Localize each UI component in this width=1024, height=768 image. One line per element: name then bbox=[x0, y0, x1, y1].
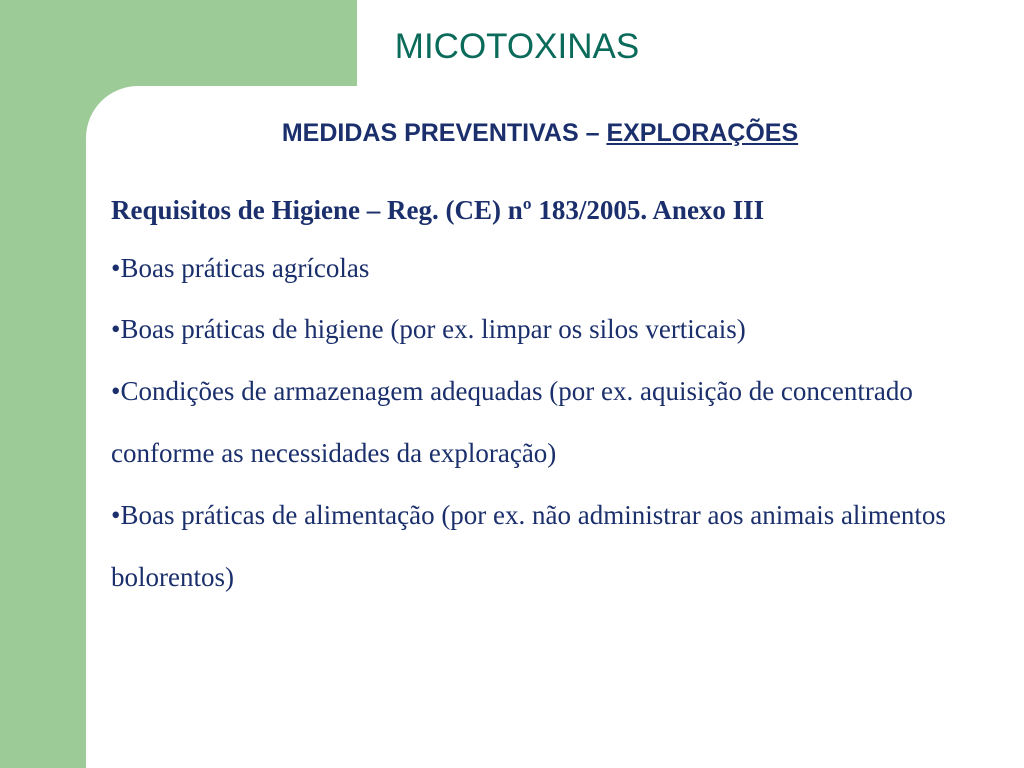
bullet-item-4: •Boas práticas de alimentação (por ex. não administrar aos animais alimentos bolorentos) bbox=[111, 500, 946, 592]
bullet-item-3: •Condições de armazenagem adequadas (por ex. aquisição de concentrado conforme as necessidades da exploração) bbox=[111, 376, 913, 468]
requirements-heading: Requisitos de Higiene – Reg. (CE) nº 183/2005. Anexo III bbox=[111, 195, 765, 225]
slide-body bbox=[111, 190, 991, 608]
slide-subtitle bbox=[110, 117, 970, 149]
bullet-item-2: •Boas práticas de higiene (por ex. limpar os silos verticais) bbox=[111, 314, 746, 344]
slide-title: MICOTOXINAS bbox=[394, 27, 640, 66]
subtitle-underlined: EXPLORAÇÕES bbox=[606, 119, 799, 147]
bullet-item-1: •Boas práticas agrícolas bbox=[111, 253, 370, 283]
subtitle-prefix: MEDIDAS PREVENTIVAS – bbox=[281, 119, 607, 147]
bullet-list bbox=[111, 248, 991, 608]
